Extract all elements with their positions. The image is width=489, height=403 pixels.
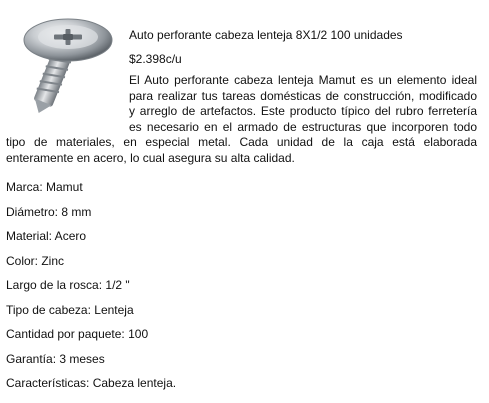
spec-item: Cantidad por paquete: 100: [6, 327, 149, 341]
product-description: El Auto perforante cabeza lenteja Mamut es un elemento ideal para realizar tus tareas domésticas de construcción, modificado y arreglo de artefactos. Este producto típico del rubro ferretería es necesario en el armado de estructuras que incorporen todo tipo de materiales, en especial metal. Cada unidad de la caja está elaborada enteramente en acero, lo cual asegura su alta calidad.: [6, 73, 477, 165]
spec-item: Color: Zinc: [6, 253, 65, 268]
spec-item: Garantía: 3 meses: [6, 351, 105, 366]
product-title: Auto perforante cabeza lenteja 8X1/2 100 unidades: [129, 28, 403, 42]
spec-list: [6, 179, 476, 400]
spec-item: Marca: Mamut: [6, 180, 83, 194]
spec-item: Material: Acero: [6, 229, 87, 243]
spec-item: Diámetro: 8 mm: [6, 204, 92, 219]
spec-item: Largo de la rosca: 1/2 ": [6, 278, 130, 292]
spec-item: Tipo de cabeza: Lenteja: [6, 302, 134, 317]
product-price: $2.398c/u: [129, 52, 182, 66]
product-description-block: [6, 73, 477, 167]
spec-item: Características: Cabeza lenteja.: [6, 376, 177, 390]
